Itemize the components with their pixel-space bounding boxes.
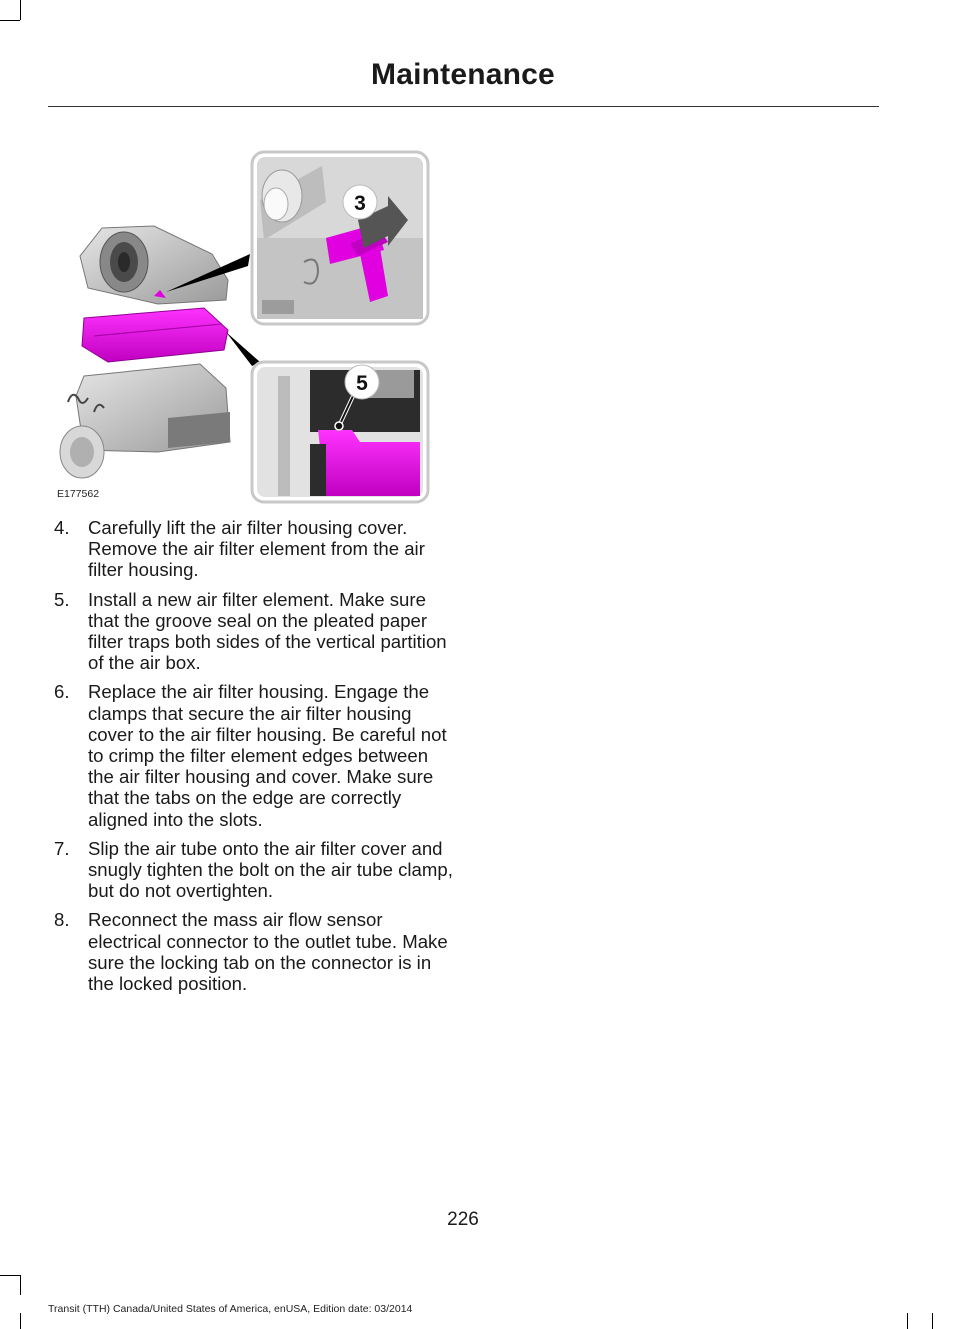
step-number: 8. (54, 909, 70, 931)
inset-seal-detail (252, 362, 428, 502)
inset-clip-detail (252, 152, 428, 324)
step-text: Install a new air filter element. Make sure that the groove seal on the pleated paper filter traps both sides of the vertical partition of the air box. (88, 588, 447, 674)
step-text: Replace the air filter housing. Engage the clamps that secure the air filter housing cover to the air filter housing. Be careful not to crimp the filter element edges between the air filter housing and cover. Make sure that the tabs on the edge are correctly aligned into the slots. (88, 681, 447, 830)
crop-mark (0, 1275, 20, 1276)
callout-label: 3 (354, 192, 366, 215)
procedure-steps (54, 517, 454, 1002)
list-item (54, 838, 454, 902)
edition-footer: Transit (TTH) Canada/United States of America, enUSA, Edition date: 03/2014 (48, 1303, 413, 1315)
step-text: Reconnect the mass air flow sensor electrical connector to the outlet tube. Make sure the locking tab on the connector is in the locked position. (88, 909, 448, 995)
air-filter-diagram (54, 150, 434, 506)
crop-mark (0, 20, 20, 21)
crop-mark (907, 1313, 908, 1329)
crop-mark (20, 0, 21, 20)
crop-mark (20, 1275, 21, 1295)
crop-mark (932, 1313, 933, 1329)
callout-3 (343, 185, 377, 219)
list-item (54, 681, 454, 829)
step-number: 4. (54, 517, 70, 538)
step-text: Slip the air tube onto the air filter cover and snugly tighten the bolt on the air tube clamp, but do not overtighten. (88, 837, 453, 902)
housing-base (60, 364, 230, 478)
callout-label: 5 (356, 372, 368, 395)
step-text: Carefully lift the air filter housing cover. Remove the air filter element from the air filter housing. (88, 517, 425, 581)
list-item (54, 909, 454, 994)
header-divider (48, 106, 879, 107)
step-number: 7. (54, 837, 70, 859)
list-item (54, 517, 454, 581)
figure-code: E177562 (57, 488, 100, 500)
step-number: 5. (54, 588, 70, 610)
list-item (54, 589, 454, 674)
page-title: Maintenance (371, 58, 555, 91)
housing-cover (80, 226, 228, 304)
air-filter-illustration (54, 150, 434, 506)
callout-pointer (226, 332, 260, 366)
crop-mark (20, 1313, 21, 1329)
step-number: 6. (54, 681, 70, 703)
page-number: 226 (447, 1209, 479, 1230)
